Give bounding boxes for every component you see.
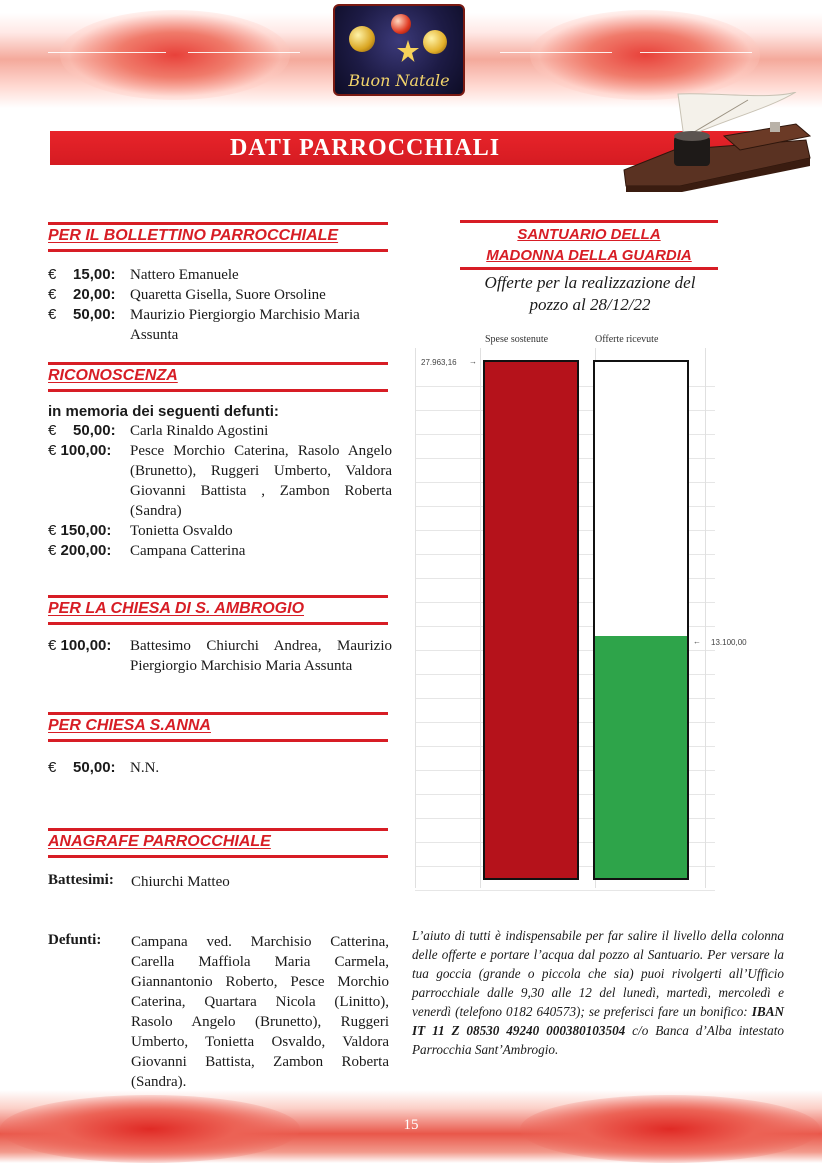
chart-category-label: Offerte ricevute bbox=[595, 334, 659, 345]
sanctuary-subtitle bbox=[460, 272, 720, 316]
section-header-anna bbox=[48, 712, 388, 742]
donor: N.N. bbox=[130, 760, 160, 776]
badge-text: Buon Natale bbox=[348, 71, 450, 90]
christmas-badge bbox=[333, 4, 465, 96]
section-rule bbox=[460, 267, 718, 270]
euro-sign: € bbox=[48, 542, 57, 559]
section-header-ambrogio bbox=[48, 595, 388, 625]
section-header-bollettino bbox=[48, 222, 388, 252]
banner-glow-left bbox=[60, 10, 290, 100]
euro-sign: € bbox=[48, 422, 57, 439]
appeal-tail: c/o Banca d’Alba intestato Parrocchia Sant’Ambrogio. bbox=[412, 1023, 785, 1057]
banner-rule bbox=[48, 52, 166, 53]
section-rule bbox=[48, 389, 388, 392]
offerte-chart bbox=[405, 330, 817, 890]
amount bbox=[48, 305, 116, 325]
section-rule bbox=[48, 222, 388, 225]
section-rule bbox=[48, 595, 388, 598]
euro-sign: € bbox=[48, 522, 57, 539]
sanctuary-title-line2: MADONNA DELLA GUARDIA bbox=[486, 247, 692, 264]
amount: € 200,00: bbox=[48, 542, 112, 559]
star-icon bbox=[397, 40, 419, 62]
section-header-riconoscenza bbox=[48, 362, 388, 392]
sanctuary-header bbox=[460, 220, 718, 270]
ornament-icon bbox=[391, 14, 411, 34]
banner-rule bbox=[500, 52, 612, 53]
section-title: PER CHIESA S.ANNA bbox=[48, 717, 211, 734]
section-title: RICONOSCENZA bbox=[48, 367, 178, 384]
section-rule bbox=[48, 622, 388, 625]
section-rule bbox=[48, 855, 388, 858]
amount: € 100,00: bbox=[48, 442, 112, 459]
subtitle-line: Offerte per la realizzazione del bbox=[484, 273, 696, 292]
defunti-value: Campana ved. Marchisio Catterina, Carella Maffiola Maria Carmela, Giannantonio Roberto, Pesce Morchio Caterina, Quartara Nicola (Linitto), Rasolo Angelo (Brunetto), Ruggeri Umberto, Tonietta Osvaldo, Valdora Giovanni Battista, Zambon Roberta (Sandra). bbox=[131, 934, 389, 1090]
amount-value: 50,00: bbox=[73, 759, 116, 776]
amount bbox=[48, 265, 124, 285]
donor: Battesimo Chiurchi Andrea, Maurizio Piergiorgio Marchisio Maria Assunta bbox=[130, 638, 392, 674]
donor: Tonietta Osvaldo bbox=[130, 523, 233, 539]
section-title: ANAGRAFE PARROCCHIALE bbox=[48, 833, 271, 850]
ornament-icon bbox=[349, 26, 375, 52]
section-rule bbox=[48, 739, 388, 742]
euro-sign: € bbox=[48, 286, 57, 303]
sanctuary-title-line1: SANTUARIO DELLA bbox=[517, 226, 661, 243]
euro-sign: € bbox=[48, 759, 57, 776]
donor: Pesce Morchio Caterina, Rasolo Angelo (Brunetto), Ruggeri Umberto, Valdora Giovanni Battista , Zambon Roberta (Sandra) bbox=[130, 443, 392, 519]
chart-bar bbox=[485, 362, 577, 878]
banner-glow-right bbox=[530, 10, 760, 100]
amount-value: 15,00: bbox=[73, 266, 116, 283]
arrow-left-icon: ← bbox=[693, 637, 701, 646]
amount-value: 100,00 bbox=[60, 442, 107, 459]
chart-bar bbox=[595, 636, 687, 878]
banner-rule bbox=[188, 52, 300, 53]
amount bbox=[48, 285, 116, 305]
appeal-body: L’aiuto di tutti è indispensabile per far salire il livello della colonna delle offerte e portare l’acqua dal pozzo al Santuario. Per versare la tua goccia (grande o piccola che sia) puoi rivolgerti all’Ufficio parrocchiale dalle 9,30 alle 12 del lunedì, martedì, mercoledì e venerdì (telefono 0182 640573); se preferisci fare un bonifico: bbox=[412, 928, 784, 1019]
section-title: PER IL BOLLETTINO PARROCCHIALE bbox=[48, 227, 339, 244]
euro-sign: € bbox=[48, 637, 57, 654]
page-number: 15 bbox=[403, 1117, 419, 1133]
euro-sign: € bbox=[48, 442, 57, 459]
section-title: PER LA CHIESA DI S. AMBROGIO bbox=[48, 600, 305, 617]
chart-gridline bbox=[480, 348, 481, 888]
section-rule bbox=[48, 249, 388, 252]
section-rule bbox=[48, 712, 388, 715]
donor: Campana Catterina bbox=[130, 543, 246, 559]
page-title: DATI PARROCCHIALI bbox=[229, 135, 501, 161]
battesimi-label: Battesimi: bbox=[48, 872, 114, 888]
amount-value: 200,00 bbox=[60, 542, 107, 559]
donor: Maurizio Piergiorgio Marchisio Maria Assunta bbox=[130, 307, 360, 343]
appeal-text bbox=[412, 926, 784, 1059]
chart-value-label: 27.963,16 bbox=[421, 358, 457, 367]
chart-value-label: 13.100,00 bbox=[711, 638, 747, 647]
amount bbox=[48, 636, 111, 656]
amount: € 150,00: bbox=[48, 522, 112, 539]
inkwell-quill-icon bbox=[620, 92, 820, 192]
iban: IBAN IT 11 Z 08530 49240 000380103504 bbox=[412, 1004, 785, 1038]
amount-value: 50,00 bbox=[73, 422, 111, 439]
section-rule bbox=[48, 362, 388, 365]
ornament-icon bbox=[423, 30, 447, 54]
section-header-anagrafe bbox=[48, 828, 388, 858]
banner-rule bbox=[640, 52, 752, 53]
subtitle-line: pozzo al 28/12/22 bbox=[529, 295, 651, 314]
section-rule bbox=[48, 828, 388, 831]
chart-gridline bbox=[415, 890, 715, 891]
amount-value: 150,00 bbox=[60, 522, 107, 539]
chart-gridline bbox=[415, 348, 416, 888]
euro-sign: € bbox=[48, 306, 57, 323]
euro-sign: € bbox=[48, 266, 57, 283]
amount-value: 100,00: bbox=[60, 637, 112, 654]
amount: € 50,00: bbox=[48, 422, 116, 439]
footer-banner bbox=[0, 1090, 822, 1163]
battesimi-value: Chiurchi Matteo bbox=[131, 874, 230, 890]
chart-category-label: Spese sostenute bbox=[485, 334, 549, 345]
arrow-right-icon: → bbox=[469, 357, 477, 366]
donor: Nattero Emanuele bbox=[130, 267, 239, 283]
amount-value: 20,00: bbox=[73, 286, 116, 303]
section-intro: in memoria dei seguenti defunti: bbox=[48, 403, 279, 420]
donor: Quaretta Gisella, Suore Orsoline bbox=[130, 287, 326, 303]
donor: Carla Rinaldo Agostini bbox=[130, 423, 269, 439]
chart-gridline bbox=[705, 348, 706, 888]
section-rule bbox=[460, 220, 718, 223]
defunti-label: Defunti: bbox=[48, 932, 102, 948]
amount-value: 50,00: bbox=[73, 306, 116, 323]
amount bbox=[48, 758, 116, 778]
